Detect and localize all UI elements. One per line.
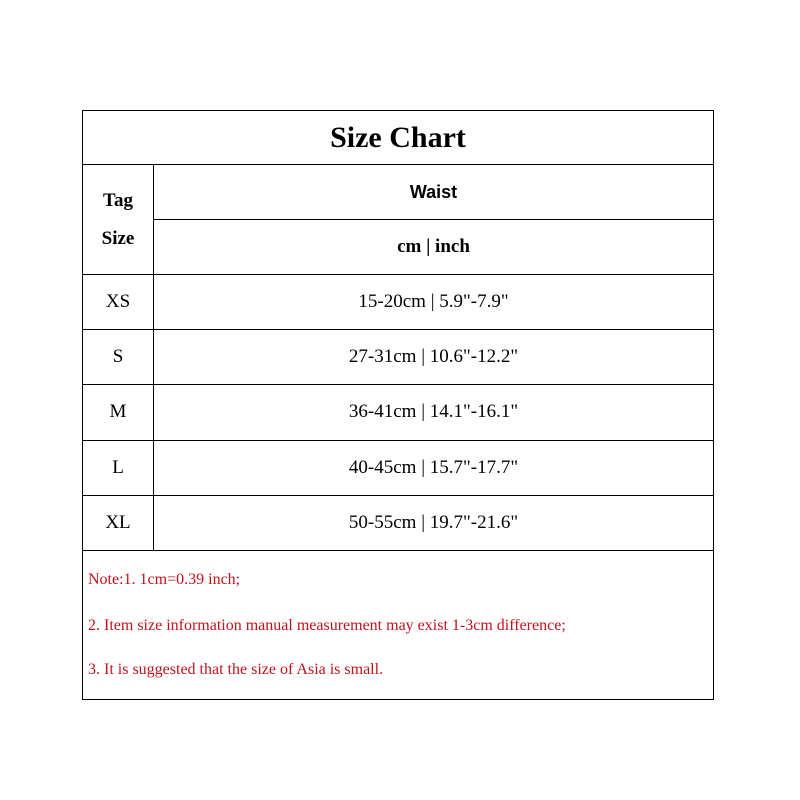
notes-section — [83, 551, 713, 699]
table-row — [83, 385, 713, 440]
table-row — [83, 441, 713, 496]
tag-header-line1: Tag — [103, 189, 133, 211]
waist-cell: 40-45cm | 15.7"-17.7" — [348, 456, 519, 478]
note-conversion: Note:1. 1cm=0.39 inch; — [88, 571, 241, 588]
waist-cell: 27-31cm | 10.6"-12.2" — [348, 346, 519, 368]
size-chart-table — [82, 110, 714, 700]
note-measurement: 2. Item size information manual measurement may exist 1-3cm difference; — [88, 617, 566, 634]
waist-cell: 36-41cm | 14.1"-16.1" — [348, 401, 519, 423]
note-asia-size: 3. It is suggested that the size of Asia is small. — [88, 661, 384, 678]
size-cell: XS — [83, 275, 154, 329]
table-row — [83, 330, 713, 385]
tag-header-line2: Size — [101, 227, 135, 249]
tag-size-header — [83, 165, 154, 275]
table-row — [83, 275, 713, 330]
size-cell: M — [83, 385, 154, 439]
size-rows — [83, 275, 713, 551]
table-row — [83, 496, 713, 551]
size-cell: S — [83, 330, 154, 384]
chart-title: Size Chart — [83, 111, 713, 165]
unit-header: cm | inch — [154, 220, 713, 275]
waist-cell: 50-55cm | 19.7"-21.6" — [348, 512, 519, 534]
waist-header: Waist — [154, 165, 713, 220]
size-grid — [83, 165, 713, 551]
size-cell: XL — [83, 496, 154, 551]
waist-cell: 15-20cm | 5.9"-7.9" — [358, 291, 509, 313]
size-cell: L — [83, 441, 154, 495]
